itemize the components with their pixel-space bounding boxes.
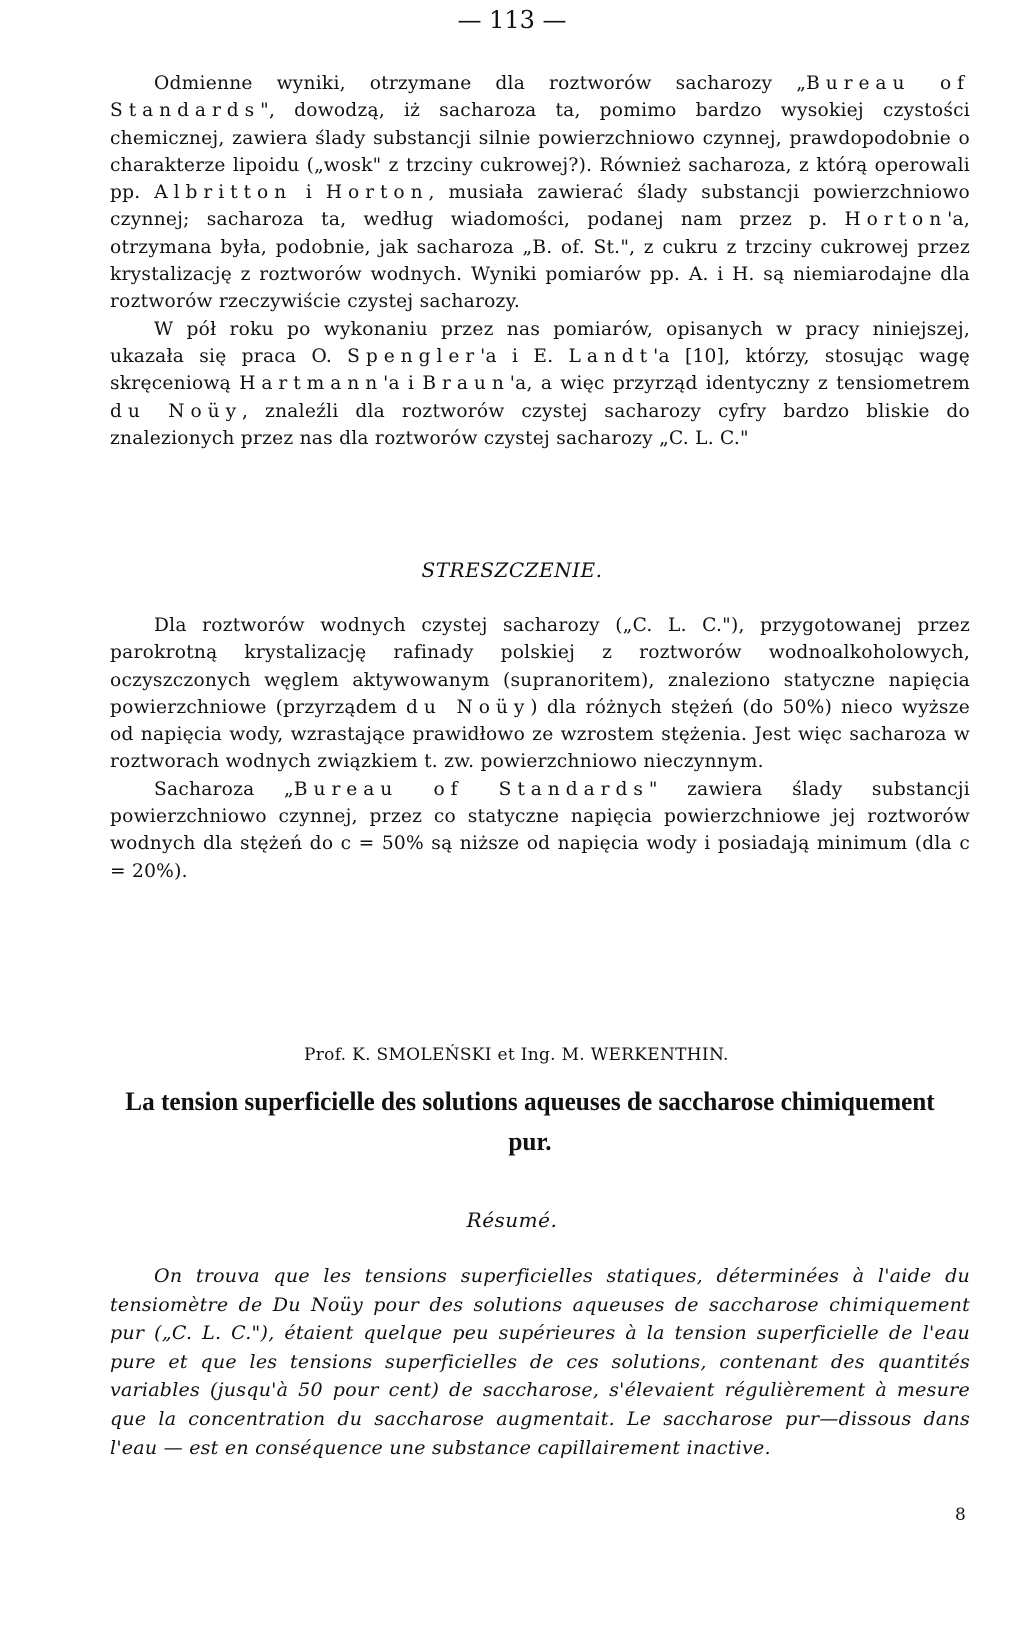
main-text: [110, 70, 970, 452]
resume-text: [110, 1262, 970, 1462]
signature-mark: 8: [955, 1505, 966, 1525]
paragraph: Dla roztworów wodnych czystej sacharozy („C. L. C."), przygotowanej przez parokrotną krystalizację rafinady polskiej z roztworów wodnoalkoholowych, oczyszczonych węglem aktywowanym (supranoritem), znaleziono statyczne napięcia powierzchniowe (przyrządem du Noüy) dla różnych stężeń (do 50%) nieco wyższe od napięcia wody, wzrastające prawidłowo ze wzrostem stężenia. Jest więc sacharoza w roztworach wodnych związkiem t. zw. powierzchniowo nieczynnym.: [110, 615, 970, 773]
authors-line: Prof. K. SMOLEŃSKI et Ing. M. WERKENTHIN.: [304, 1045, 729, 1065]
page-number: — 113 —: [457, 6, 567, 34]
paragraph: Odmienne wyniki, otrzymane dla roztworów sacharozy „Bureau of Standards", dowodzą, iż sacharoza ta, pomimo bardzo wysokiej czystości chemicznej, zawiera ślady substancji silnie powierzchniowo czynnej, prawdopodobnie o charakterze lipoidu („wosk" z trzciny cukrowej?). Również sacharoza, z którą operowali pp. Albritton i Horton, musiała zawierać ślady substancji powierzchniowo czynnej; sacharoza ta, według wiadomości, podanej nam przez p. Horton'a, otrzymana była, podobnie, jak sacharoza „B. of. St.", z cukru z trzciny cukrowej przez krystalizację z roztworów wodnych. Wyniki pomiarów pp. A. i H. są niemiarodajne dla roztworów rzeczywiście czystej sacharozy.: [110, 73, 970, 313]
section-heading: STRESZCZENIE.: [421, 558, 603, 582]
french-title: La tension superficielle des solutions aqueuses de saccharose chimiquement pur.: [125, 1087, 935, 1156]
resume-heading: Résumé.: [466, 1208, 558, 1232]
paragraph: Sacharoza „Bureau of Standards" zawiera ślady substancji powierzchniowo czynnej, przez co statyczne napięcia powierzchniowe jej roztworów wodnych dla stężeń do c = 50% są niższe od napięcia wody i posiadają minimum (dla c = 20%).: [110, 778, 970, 882]
paragraph: On trouva que les tensions superficielles statiques, déterminées à l'aide du tensiomètre de Du Noüy pour des solutions aqueuses de saccharose chimiquement pur („C. L. C."), étaient quelque peu supérieures à la tension superficielle de l'eau pure et que les tensions superficielles de ces solutions, contenant des quantités variables (jusqu'à 50 pour cent) de saccharose, s'élevaient régulièrement à mesure que la concentration du saccharose augmentait. Le saccharose pur—dissous dans l'eau — est en conséquence une substance capillairement inactive.: [110, 1265, 970, 1459]
abstract-text: [110, 612, 970, 885]
paragraph: W pół roku po wykonaniu przez nas pomiarów, opisanych w pracy niniejszej, ukazała się praca O. Spengler'a i E. Landt'a [10], którzy, stosując wagę skręceniową Hartmann'a i Braun'a, a więc przyrząd identyczny z tensiometrem du Noüy, znaleźli dla roztworów czystej sacharozy cyfry bardzo bliskie do znalezionych przez nas dla roztworów czystej sacharozy „C. L. C.": [110, 318, 970, 449]
